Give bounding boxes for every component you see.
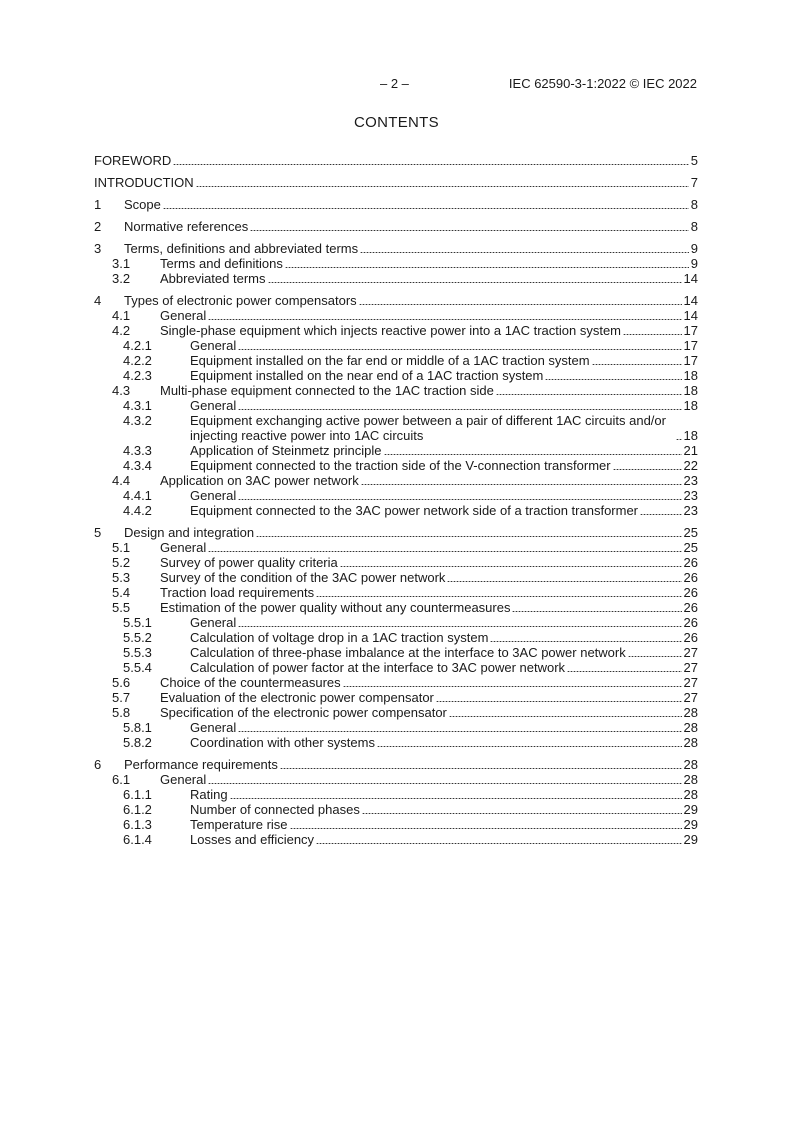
dot-leader: [196, 186, 689, 187]
toc-entry[interactable]: [94, 488, 698, 503]
toc-entry-number: 5.5.2: [123, 630, 152, 645]
toc-entry[interactable]: [94, 832, 698, 847]
toc-entry[interactable]: [94, 772, 698, 787]
toc-entry-title: Design and integration: [124, 525, 255, 540]
dot-leader: [592, 364, 682, 365]
toc-entry[interactable]: [94, 219, 698, 234]
toc-entry[interactable]: [94, 615, 698, 630]
toc-entry-number: 6: [94, 757, 102, 772]
toc-entry[interactable]: [94, 256, 698, 271]
toc-entry-title: Scope: [124, 197, 161, 212]
toc-entry[interactable]: [94, 735, 698, 750]
toc-entry-page: 26: [683, 585, 698, 600]
dot-leader: [449, 716, 682, 717]
toc-entry[interactable]: [94, 323, 698, 338]
toc-entry-page: 23: [683, 503, 698, 518]
toc-entry-title: Equipment connected to the traction side of the V-connection transformer: [190, 458, 611, 473]
toc-entry-number: 4.4: [112, 473, 131, 488]
dot-leader: [384, 454, 682, 455]
toc-entry-number: 4: [94, 293, 102, 308]
dot-leader: [340, 566, 682, 567]
toc-entry-number: 3: [94, 241, 102, 256]
dot-leader: [208, 783, 681, 784]
toc-entry-title: General: [190, 398, 237, 413]
toc-entry-title: Equipment connected to the 3AC power network side of a traction transformer: [190, 503, 639, 518]
dot-leader: [290, 828, 682, 829]
toc-entry-title: Equipment installed on the far end or middle of a 1AC traction system: [190, 353, 590, 368]
page-header: [0, 76, 793, 92]
toc-entry-title: Types of electronic power compensators: [124, 293, 357, 308]
toc-entry[interactable]: [94, 293, 698, 308]
toc-entry[interactable]: [94, 757, 698, 772]
toc-entry-title: Calculation of power factor at the interface to 3AC power network: [190, 660, 566, 675]
dot-leader: [359, 304, 682, 305]
toc-entry[interactable]: [94, 645, 698, 660]
toc-entry-title: Single-phase equipment which injects reactive power into a 1AC traction system: [160, 323, 622, 338]
dot-leader: [268, 282, 682, 283]
toc-entry-page: 26: [683, 630, 698, 645]
toc-entry-number: 6.1.2: [123, 802, 152, 817]
toc-entry-number: 5.5.4: [123, 660, 152, 675]
toc-entry-number: 5.7: [112, 690, 131, 705]
toc-entry-number: 5.8: [112, 705, 131, 720]
toc-entry-number: 4.3.4: [123, 458, 152, 473]
toc-entry-title: Survey of power quality criteria: [160, 555, 338, 570]
toc-entry-number: 5.5: [112, 600, 131, 615]
toc-entry-page: 14: [683, 293, 698, 308]
toc-entry-number: 4.3.2: [123, 413, 152, 428]
dot-leader: [316, 596, 681, 597]
toc-entry-title: Calculation of three-phase imbalance at the interface to 3AC power network: [190, 645, 626, 660]
toc-entry-number: 4.1: [112, 308, 131, 323]
toc-entry[interactable]: [94, 458, 698, 473]
toc-entry-page: 29: [683, 802, 698, 817]
toc-entry-number: 5.6: [112, 675, 131, 690]
toc-entry[interactable]: [94, 540, 698, 555]
toc-entry-number: 4.2.3: [123, 368, 152, 383]
toc-entry[interactable]: [94, 585, 698, 600]
toc-entry-page: 18: [683, 383, 698, 398]
toc-entry-page: 17: [683, 353, 698, 368]
table-of-contents: [94, 146, 698, 847]
toc-entry-title: Application of Steinmetz principle: [190, 443, 382, 458]
dot-leader: [676, 439, 682, 440]
toc-entry-title: Number of connected phases: [190, 802, 360, 817]
toc-entry-page: 29: [683, 832, 698, 847]
toc-entry-number: 5.5.1: [123, 615, 152, 630]
dot-leader: [613, 469, 682, 470]
toc-entry-number: 3.2: [112, 271, 131, 286]
toc-entry-title: Specification of the electronic power compensator: [160, 705, 447, 720]
dot-leader: [163, 208, 689, 209]
toc-entry-number: 5.8.2: [123, 735, 152, 750]
toc-entry[interactable]: [94, 675, 698, 690]
toc-entry-number: 4.3: [112, 383, 131, 398]
toc-entry-title: Equipment exchanging active power between a pair of different 1AC circuits and/or injecting reactive power into 1AC circuits: [190, 413, 666, 443]
toc-entry-title: General: [190, 720, 237, 735]
page-title: CONTENTS: [354, 114, 439, 131]
toc-entry[interactable]: [94, 368, 698, 383]
dot-leader: [250, 230, 688, 231]
toc-entry[interactable]: [94, 473, 698, 488]
toc-entry-number: 5: [94, 525, 102, 540]
toc-entry-number: 4.4.2: [123, 503, 152, 518]
toc-entry-page: 14: [683, 271, 698, 286]
toc-entry[interactable]: [94, 308, 698, 323]
dot-leader: [208, 319, 681, 320]
toc-entry-title: Survey of the condition of the 3AC power network: [160, 570, 446, 585]
toc-entry[interactable]: [94, 353, 698, 368]
dot-leader: [512, 611, 681, 612]
toc-entry-title: Choice of the countermeasures: [160, 675, 341, 690]
toc-entry[interactable]: [94, 630, 698, 645]
toc-entry-title: Terms and definitions: [160, 256, 283, 271]
dot-leader: [238, 349, 681, 350]
toc-entry[interactable]: [94, 720, 698, 735]
toc-entry[interactable]: [94, 660, 698, 675]
toc-entry-page: 5: [690, 153, 698, 168]
dot-leader: [238, 626, 681, 627]
toc-entry-number: 4.3.1: [123, 398, 152, 413]
toc-entry-page: 25: [683, 525, 698, 540]
toc-entry-page: 22: [683, 458, 698, 473]
toc-entry-page: 7: [690, 175, 698, 190]
toc-entry-number: 4.4.1: [123, 488, 152, 503]
toc-entry-page: 8: [690, 197, 698, 212]
toc-entry-page: 8: [690, 219, 698, 234]
toc-entry[interactable]: [94, 398, 698, 413]
toc-entry[interactable]: [94, 175, 698, 190]
toc-entry-page: 25: [683, 540, 698, 555]
toc-entry-title: Normative references: [124, 219, 249, 234]
toc-entry-title: Calculation of voltage drop in a 1AC traction system: [190, 630, 489, 645]
dot-leader: [360, 252, 689, 253]
toc-entry-title: Estimation of the power quality without any countermeasures: [160, 600, 511, 615]
dot-leader: [285, 267, 689, 268]
toc-entry[interactable]: [94, 705, 698, 720]
toc-entry-page: 18: [683, 368, 698, 383]
toc-entry-page: 26: [683, 555, 698, 570]
toc-entry[interactable]: [94, 383, 698, 398]
toc-entry-page: 28: [683, 705, 698, 720]
toc-entry-number: 5.8.1: [123, 720, 152, 735]
toc-entry-page: 9: [690, 256, 698, 271]
dot-leader: [545, 379, 681, 380]
dot-leader: [377, 746, 682, 747]
toc-entry-page: 26: [683, 615, 698, 630]
toc-entry-title: Rating: [190, 787, 228, 802]
toc-entry-page: 28: [683, 735, 698, 750]
toc-entry[interactable]: [94, 787, 698, 802]
toc-entry-title: General: [190, 615, 237, 630]
toc-entry[interactable]: [94, 600, 698, 615]
toc-entry-page: 27: [683, 645, 698, 660]
toc-entry-title: Temperature rise: [190, 817, 288, 832]
toc-entry-title: General: [160, 772, 207, 787]
toc-entry-title: Terms, definitions and abbreviated terms: [124, 241, 359, 256]
toc-entry[interactable]: [94, 555, 698, 570]
toc-entry-page: 17: [683, 338, 698, 353]
toc-entry[interactable]: [94, 153, 698, 168]
toc-entry-page: 18: [683, 428, 698, 443]
toc-entry-number: 6.1.4: [123, 832, 152, 847]
dot-leader: [238, 409, 681, 410]
toc-entry-number: 6.1.3: [123, 817, 152, 832]
toc-entry[interactable]: [94, 570, 698, 585]
toc-entry-number: 5.1: [112, 540, 131, 555]
toc-entry-page: 26: [683, 570, 698, 585]
toc-entry-page: 17: [683, 323, 698, 338]
toc-entry-number: 5.3: [112, 570, 131, 585]
dot-leader: [490, 641, 681, 642]
toc-entry-number: 4.3.3: [123, 443, 152, 458]
toc-entry-title: General: [160, 540, 207, 555]
dot-leader: [173, 164, 688, 165]
toc-entry[interactable]: [94, 690, 698, 705]
dot-leader: [567, 671, 682, 672]
toc-entry-page: 27: [683, 690, 698, 705]
toc-entry-number: 6.1.1: [123, 787, 152, 802]
toc-entry[interactable]: [94, 802, 698, 817]
toc-entry-title: General: [190, 338, 237, 353]
dot-leader: [256, 536, 681, 537]
toc-entry-title: General: [160, 308, 207, 323]
dot-leader: [238, 731, 681, 732]
toc-entry-page: 26: [683, 600, 698, 615]
toc-entry-title: Losses and efficiency: [190, 832, 315, 847]
toc-entry-page: 18: [683, 398, 698, 413]
toc-entry[interactable]: [94, 503, 698, 518]
toc-entry-title: Traction load requirements: [160, 585, 315, 600]
toc-entry-number: 5.2: [112, 555, 131, 570]
toc-entry-page: 28: [683, 720, 698, 735]
toc-entry-title: INTRODUCTION: [94, 175, 194, 190]
toc-entry-page: 23: [683, 473, 698, 488]
toc-entry-number: 4.2.2: [123, 353, 152, 368]
dot-leader: [640, 514, 682, 515]
dot-leader: [280, 768, 682, 769]
toc-entry-title: FOREWORD: [94, 153, 172, 168]
toc-entry-number: 5.5.3: [123, 645, 152, 660]
toc-entry-number: 2: [94, 219, 102, 234]
toc-entry[interactable]: [94, 817, 698, 832]
toc-entry-title: General: [190, 488, 237, 503]
dot-leader: [447, 581, 681, 582]
toc-entry-number: 6.1: [112, 772, 131, 787]
toc-entry-title: Coordination with other systems: [190, 735, 375, 750]
document-reference: IEC 62590-3-1:2022 © IEC 2022: [508, 76, 697, 91]
toc-entry-page: 28: [683, 787, 698, 802]
toc-entry-title: Application on 3AC power network: [160, 473, 359, 488]
toc-entry-number: 4.2.1: [123, 338, 152, 353]
dot-leader: [238, 499, 681, 500]
toc-entry-page: 14: [683, 308, 698, 323]
toc-entry-number: 5.4: [112, 585, 131, 600]
dot-leader: [230, 798, 682, 799]
toc-entry-page: 23: [683, 488, 698, 503]
toc-entry-title: Equipment installed on the near end of a 1AC traction system: [190, 368, 544, 383]
dot-leader: [316, 843, 681, 844]
dot-leader: [436, 701, 682, 702]
dot-leader: [623, 334, 682, 335]
toc-entry-number: 3.1: [112, 256, 131, 271]
toc-entry-title: Performance requirements: [124, 757, 278, 772]
toc-entry[interactable]: [94, 338, 698, 353]
dot-leader: [208, 551, 681, 552]
dot-leader: [628, 656, 682, 657]
toc-entry-page: 28: [683, 772, 698, 787]
dot-leader: [343, 686, 682, 687]
toc-entry-page: 29: [683, 817, 698, 832]
toc-entry[interactable]: [94, 525, 698, 540]
dot-leader: [496, 394, 682, 395]
toc-entry-title: Abbreviated terms: [160, 271, 266, 286]
toc-entry-number: 1: [94, 197, 102, 212]
toc-entry-page: 9: [690, 241, 698, 256]
page-number: – 2 –: [380, 76, 409, 91]
toc-entry[interactable]: [94, 271, 698, 286]
toc-entry-page: 21: [683, 443, 698, 458]
toc-entry-page: 27: [683, 660, 698, 675]
toc-entry-number: 4.2: [112, 323, 131, 338]
toc-entry[interactable]: [94, 197, 698, 212]
toc-entry[interactable]: [94, 413, 698, 443]
dot-leader: [362, 813, 682, 814]
toc-entry-page: 27: [683, 675, 698, 690]
toc-entry-title: Evaluation of the electronic power compensator: [160, 690, 434, 705]
toc-entry[interactable]: [94, 241, 698, 256]
toc-entry-title: Multi-phase equipment connected to the 1AC traction side: [160, 383, 494, 398]
toc-entry-page: 28: [683, 757, 698, 772]
dot-leader: [361, 484, 682, 485]
toc-entry[interactable]: [94, 443, 698, 458]
